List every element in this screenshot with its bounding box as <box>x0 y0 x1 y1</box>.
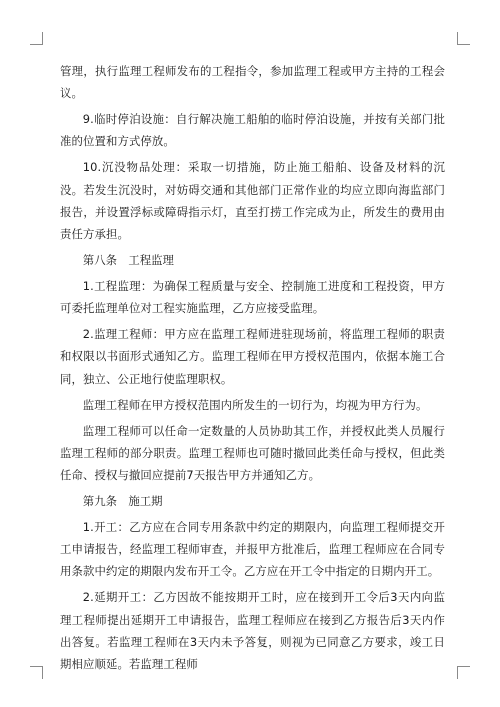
paragraph-item-10: 10.沉没物品处理：采取一切措施，防止施工船舶、设备及材料的沉没。若发生沉没时，对妨碍交通和其他部门正常作业的均应立即向海监部门报告，并设置浮标或障碍指示灯，直至打捞工作完成为止，所发生的费用由责任方承担。 <box>60 160 445 242</box>
paragraph-authority-acts: 监理工程师在甲方授权范围内所发生的一切行为，均视为甲方行为。 <box>82 397 428 412</box>
paragraph-continued: 管理，执行监理工程师发布的工程指令，参加监理工程或甲方主持的工程会议。 <box>60 64 445 101</box>
paragraph-engineering-supervision: 1.工程监理：为确保工程质量与安全、控制施工进度和工程投资，甲方可委托监理单位对工程实施监理，乙方应接受监理。 <box>60 279 445 316</box>
crop-mark-top-left <box>30 32 43 45</box>
paragraph-supervising-engineer: 2.监理工程师：甲方应在监理工程师进驻现场前，将监理工程师的职责和权限以书面形式通知乙方。监理工程师在甲方授权范围内，依据本施工合同，独立、公正地行使监理职权。 <box>60 327 445 386</box>
section-heading-article-8: 第八条 工程监理 <box>82 253 174 268</box>
paragraph-commencement: 1.开工：乙方应在合同专用条款中约定的期限内，向监理工程师提交开工申请报告，经监理工程师审查，并报甲方批准后，监理工程师应在合同专用条款中约定的期限内发布开工令。乙方应在开工令中指定的日期内开工。 <box>60 520 445 579</box>
paragraph-delegation: 监理工程师可以任命一定数量的人员协助其工作，并授权此类人员履行监理工程师的部分职责。监理工程师也可随时撤回此类任命与授权，但此类任命、授权与撤回应提前7天报告甲方并通知乙方。 <box>60 423 445 483</box>
document-body <box>60 60 445 679</box>
crop-mark-top-right <box>457 32 470 45</box>
crop-mark-bottom-left <box>30 666 43 679</box>
paragraph-delayed-commencement: 2.延期开工：乙方因故不能按期开工时，应在接到开工令后3天内向监理工程师提出延期开工申请报告，监理工程师应在接到乙方报告后3天内作出答复。若监理工程师在3天内未予答复，则视为已同意乙方要求，竣工日期相应顺延。若监理工程师 <box>60 590 445 672</box>
crop-mark-bottom-right <box>457 666 470 679</box>
section-heading-article-9: 第九条 施工期 <box>82 494 163 509</box>
paragraph-item-9: 9.临时停泊设施：自行解决施工船舶的临时停泊设施，并按有关部门批准的位置和方式停放。 <box>60 112 445 149</box>
